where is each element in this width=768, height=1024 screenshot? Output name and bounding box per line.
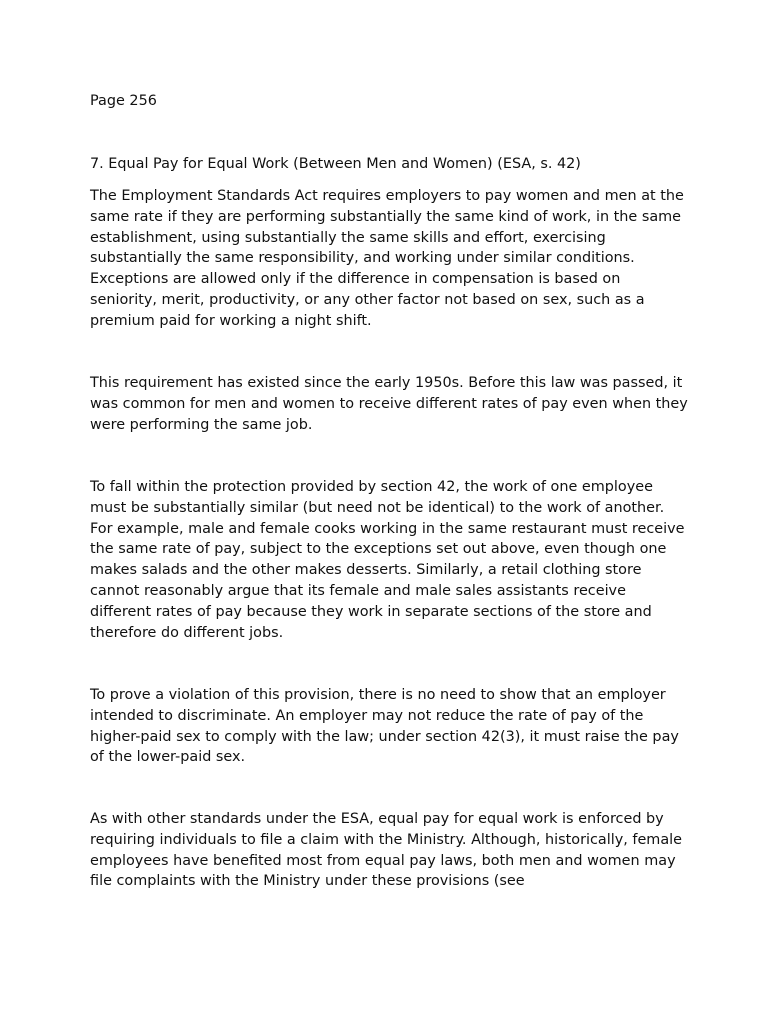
page-number: Page 256: [90, 93, 157, 109]
paragraph-5: As with other standards under the ESA, equal pay for equal work is enforced by requiring individuals to file a claim with the Ministry. Although, historically, female employees have benefited most from equal pay laws, both men and women may file complaints with the Ministry under these provisions (see: [90, 811, 682, 890]
paragraph-1: The Employment Standards Act requires employers to pay women and men at the same rate if they are performing substantially the same kind of work, in the same establishment, using substantially the same skills and effort, exercising substantially the same responsibility, and working under similar conditions. Exceptions are allowed only if the difference in compensation is based on seniority, merit, productivity, or any other factor not based on sex, such as a premium paid for working a night shift.: [90, 188, 684, 329]
paragraph-2: This requirement has existed since the early 1950s. Before this law was passed, it was common for men and women to receive different rates of pay even when they were performing the same job.: [90, 375, 688, 433]
paragraph-3: To fall within the protection provided by section 42, the work of one employee must be substantially similar (but need not be identical) to the work of another. For example, male and female cooks working in the same restaurant must receive the same rate of pay, subject to the exceptions set out above, even though one makes salads and the other makes desserts. Similarly, a retail clothing store cannot reasonably argue that its female and male sales assistants receive different rates of pay because they work in separate sections of the store and therefore do different jobs.: [90, 479, 685, 641]
section-heading: 7. Equal Pay for Equal Work (Between Men and Women) (ESA, s. 42): [90, 156, 581, 172]
paragraph-4: To prove a violation of this provision, there is no need to show that an employer intended to discriminate. An employer may not reduce the rate of pay of the higher-paid sex to comply with the law; under section 42(3), it must raise the pay of the lower-paid sex.: [90, 687, 679, 766]
